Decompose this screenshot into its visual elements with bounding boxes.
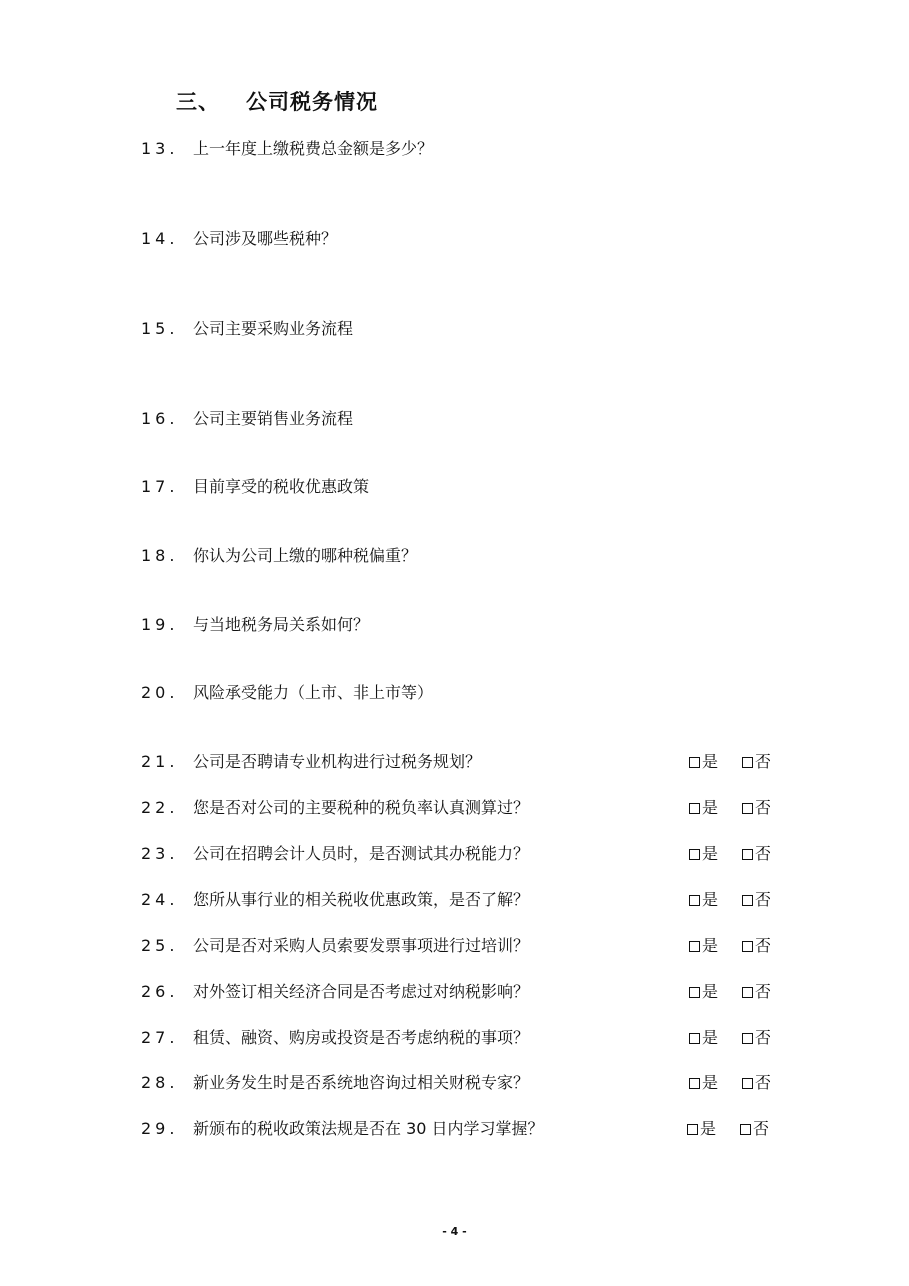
question-number: 19. [141, 615, 179, 634]
no-label: 否 [755, 1073, 772, 1092]
question-number: 14. [141, 229, 179, 248]
question-text: 公司主要销售业务流程 [193, 409, 354, 428]
yes-option[interactable] [689, 888, 718, 912]
question-text: 目前享受的税收优惠政策 [193, 477, 370, 496]
checkbox-icon[interactable] [740, 1124, 751, 1135]
no-option[interactable] [742, 796, 771, 820]
question-text: 租赁、融资、购房或投资是否考虑纳税的事项？ [193, 1028, 530, 1047]
yes-label: 是 [702, 844, 719, 863]
question-text: 公司是否对采购人员索要发票事项进行过培训？ [193, 936, 530, 955]
yes-label: 是 [702, 982, 719, 1001]
question-number: 22. [141, 798, 179, 817]
question-29 [0, 1117, 909, 1141]
yes-option[interactable] [689, 796, 718, 820]
question-number: 27. [141, 1028, 179, 1047]
checkbox-icon[interactable] [689, 1078, 700, 1089]
question-text: 公司在招聘会计人员时，是否测试其办税能力？ [193, 844, 530, 863]
yes-label: 是 [702, 752, 719, 771]
question-14 [0, 227, 909, 251]
no-option[interactable] [742, 842, 771, 866]
question-22 [0, 796, 909, 820]
question-13 [0, 137, 909, 161]
question-text: 与当地税务局关系如何？ [193, 615, 370, 634]
no-option[interactable] [742, 1071, 771, 1095]
question-number: 16. [141, 409, 179, 428]
checkbox-icon[interactable] [689, 757, 700, 768]
no-option[interactable] [742, 888, 771, 912]
question-24 [0, 888, 909, 912]
question-18 [0, 544, 909, 568]
no-label: 否 [753, 1119, 770, 1138]
question-16 [0, 407, 909, 431]
question-text: 风险承受能力（上市、非上市等） [193, 683, 434, 702]
no-label: 否 [755, 982, 772, 1001]
yes-option[interactable] [689, 842, 718, 866]
no-option[interactable] [742, 980, 771, 1004]
checkbox-icon[interactable] [742, 987, 753, 998]
question-15 [0, 317, 909, 341]
yes-label: 是 [702, 798, 719, 817]
yes-option[interactable] [689, 934, 718, 958]
yes-option[interactable] [689, 980, 718, 1004]
no-label: 否 [755, 936, 772, 955]
no-label: 否 [755, 890, 772, 909]
question-text: 新颁布的税收政策法规是否在 30 日内学习掌握？ [193, 1119, 544, 1138]
question-number: 28. [141, 1073, 179, 1092]
no-option[interactable] [740, 1117, 769, 1141]
question-number: 17. [141, 477, 179, 496]
question-23 [0, 842, 909, 866]
question-28 [0, 1071, 909, 1095]
checkbox-icon[interactable] [687, 1124, 698, 1135]
yes-label: 是 [700, 1119, 717, 1138]
checkbox-icon[interactable] [689, 941, 700, 952]
no-option[interactable] [742, 750, 771, 774]
question-text: 你认为公司上缴的哪种税偏重？ [193, 546, 418, 565]
question-text: 上一年度上缴税费总金额是多少？ [193, 139, 434, 158]
no-label: 否 [755, 1028, 772, 1047]
question-number: 13. [141, 139, 179, 158]
question-number: 20. [141, 683, 179, 702]
no-label: 否 [755, 844, 772, 863]
section-number: 三、 [176, 90, 220, 114]
question-17 [0, 475, 909, 499]
yes-option[interactable] [689, 750, 718, 774]
question-number: 25. [141, 936, 179, 955]
question-number: 26. [141, 982, 179, 1001]
checkbox-icon[interactable] [742, 849, 753, 860]
yes-label: 是 [702, 936, 719, 955]
question-text: 您所从事行业的相关税收优惠政策，是否了解？ [193, 890, 530, 909]
checkbox-icon[interactable] [689, 1033, 700, 1044]
checkbox-icon[interactable] [742, 1078, 753, 1089]
no-option[interactable] [742, 1026, 771, 1050]
question-number: 29. [141, 1119, 179, 1138]
question-19 [0, 613, 909, 637]
no-label: 否 [755, 752, 772, 771]
no-label: 否 [755, 798, 772, 817]
question-20 [0, 681, 909, 705]
question-text: 公司主要采购业务流程 [193, 319, 354, 338]
page-number: - 4 - [442, 1225, 467, 1238]
checkbox-icon[interactable] [689, 895, 700, 906]
checkbox-icon[interactable] [742, 941, 753, 952]
question-text: 新业务发生时是否系统地咨询过相关财税专家？ [193, 1073, 530, 1092]
checkbox-icon[interactable] [742, 1033, 753, 1044]
checkbox-icon[interactable] [742, 895, 753, 906]
checkbox-icon[interactable] [689, 803, 700, 814]
question-26 [0, 980, 909, 1004]
question-text: 公司涉及哪些税种？ [193, 229, 338, 248]
question-21 [0, 750, 909, 774]
checkbox-icon[interactable] [742, 757, 753, 768]
yes-label: 是 [702, 1028, 719, 1047]
question-number: 24. [141, 890, 179, 909]
section-heading [176, 86, 378, 116]
yes-label: 是 [702, 1073, 719, 1092]
question-number: 18. [141, 546, 179, 565]
checkbox-icon[interactable] [689, 849, 700, 860]
question-text: 对外签订相关经济合同是否考虑过对纳税影响？ [193, 982, 530, 1001]
question-25 [0, 934, 909, 958]
yes-label: 是 [702, 890, 719, 909]
question-number: 23. [141, 844, 179, 863]
question-number: 21. [141, 752, 179, 771]
yes-option[interactable] [687, 1117, 716, 1141]
question-27 [0, 1026, 909, 1050]
section-title: 公司税务情况 [246, 90, 378, 114]
yes-option[interactable] [689, 1071, 718, 1095]
no-option[interactable] [742, 934, 771, 958]
checkbox-icon[interactable] [742, 803, 753, 814]
question-text: 您是否对公司的主要税种的税负率认真测算过？ [193, 798, 530, 817]
question-number: 15. [141, 319, 179, 338]
checkbox-icon[interactable] [689, 987, 700, 998]
question-text: 公司是否聘请专业机构进行过税务规划？ [193, 752, 482, 771]
yes-option[interactable] [689, 1026, 718, 1050]
